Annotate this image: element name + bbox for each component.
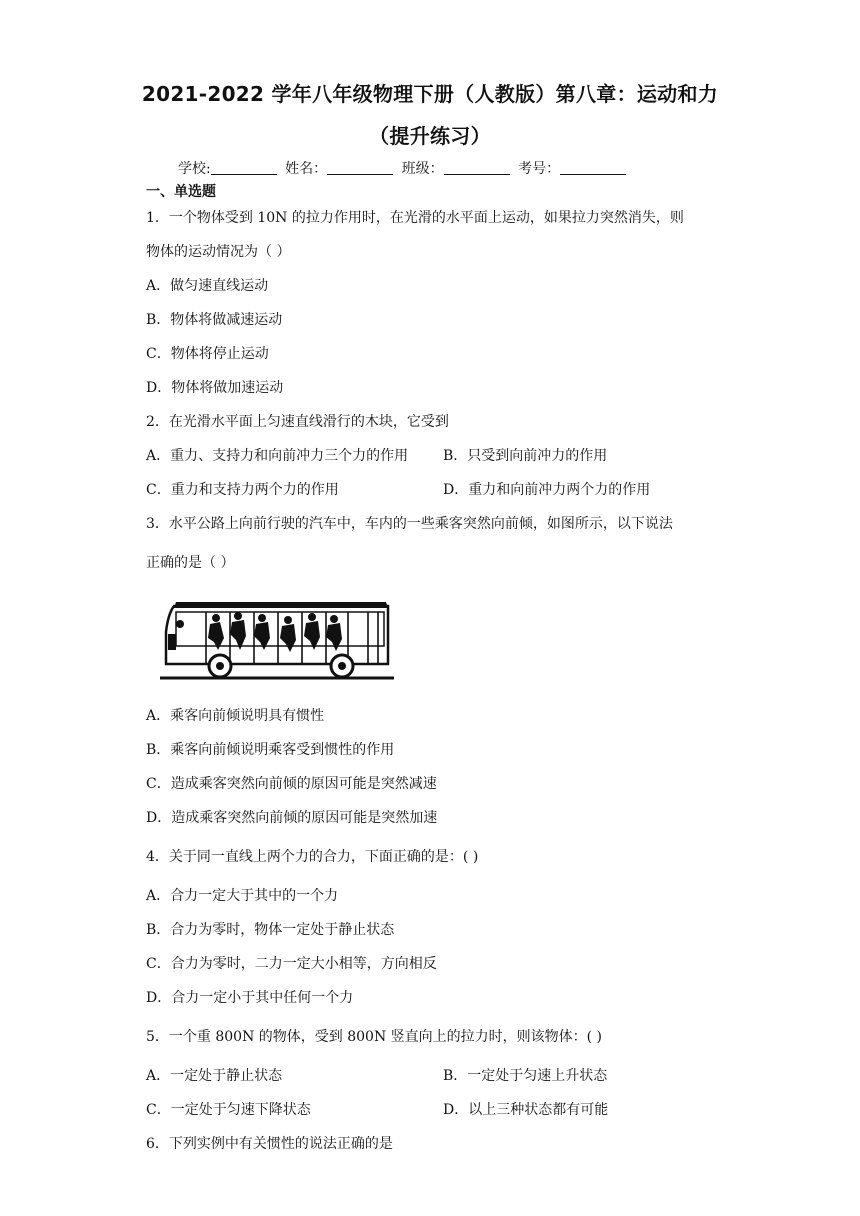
question-1-stem-cont: 物体的运动情况为（ ） [146, 244, 291, 260]
question-5-option-b[interactable]: B．一定处于匀速上升状态 [443, 1068, 608, 1084]
question-2-option-c[interactable]: C．重力和支持力两个力的作用 [146, 482, 339, 498]
question-1-option-c[interactable]: C．物体将停止运动 [146, 346, 269, 362]
question-3-option-b[interactable]: B．乘客向前倾说明乘客受到惯性的作用 [146, 742, 395, 758]
question-5-option-a[interactable]: A．一定处于静止状态 [146, 1068, 283, 1084]
question-3-option-c[interactable]: C．造成乘客突然向前倾的原因可能是突然减速 [146, 776, 437, 792]
name-label: 姓名： [285, 161, 328, 177]
class-blank[interactable] [444, 160, 510, 175]
question-5-option-d[interactable]: D．以上三种状态都有可能 [443, 1102, 609, 1118]
question-1-stem: 1．一个物体受到 10N 的拉力作用时，在光滑的水平面上运动，如果拉力突然消失，则 [146, 210, 684, 226]
question-2-stem: 2．在光滑水平面上匀速直线滑行的木块，它受到 [146, 414, 449, 430]
question-4-option-b[interactable]: B．合力为零时，物体一定处于静止状态 [146, 922, 395, 938]
question-3-stem-cont: 正确的是（ ） [146, 555, 235, 571]
question-4-option-d[interactable]: D．合力一定小于其中任何一个力 [146, 990, 354, 1006]
question-1-option-d[interactable]: D．物体将做加速运动 [146, 380, 284, 396]
question-3-stem: 3．水平公路上向前行驶的汽车中，车内的一些乘客突然向前倾，如图所示，以下说法 [146, 516, 673, 532]
question-3-option-d[interactable]: D．造成乘客突然向前倾的原因可能是突然加速 [146, 810, 438, 826]
page-subtitle: （提升练习） [369, 124, 491, 148]
student-info-row [178, 158, 630, 178]
question-2-option-b[interactable]: B．只受到向前冲力的作用 [443, 448, 608, 464]
question-4-option-c[interactable]: C．合力为零时，二力一定大小相等，方向相反 [146, 956, 437, 972]
class-label: 班级： [401, 161, 444, 177]
name-blank[interactable] [327, 160, 393, 175]
question-2-option-d[interactable]: D．重力和向前冲力两个力的作用 [443, 482, 651, 498]
exam-no-label: 考号： [518, 161, 561, 177]
question-3-option-a[interactable]: A．乘客向前倾说明具有惯性 [146, 708, 325, 724]
question-5-stem: 5．一个重 800N 的物体，受到 800N 竖直向上的拉力时，则该物体：( ) [146, 1029, 603, 1045]
section-title: 一、单选题 [146, 184, 216, 200]
page-title: 2021-2022 学年八年级物理下册（人教版）第八章：运动和力 [141, 82, 719, 106]
school-blank[interactable] [211, 160, 277, 175]
school-label: 学校: [178, 161, 211, 177]
question-1-option-a[interactable]: A．做匀速直线运动 [146, 278, 269, 294]
question-4-option-a[interactable]: A．合力一定大于其中的一个力 [146, 888, 339, 904]
exam-no-blank[interactable] [560, 160, 626, 175]
bus-passengers-illustration [158, 594, 396, 682]
question-4-stem: 4．关于同一直线上两个力的合力，下面正确的是：( ) [146, 849, 479, 865]
question-2-option-a[interactable]: A．重力、支持力和向前冲力三个力的作用 [146, 448, 409, 464]
question-6-stem: 6．下列实例中有关惯性的说法正确的是 [146, 1136, 393, 1152]
question-5-option-c[interactable]: C．一定处于匀速下降状态 [146, 1102, 311, 1118]
question-1-option-b[interactable]: B．物体将做减速运动 [146, 312, 283, 328]
